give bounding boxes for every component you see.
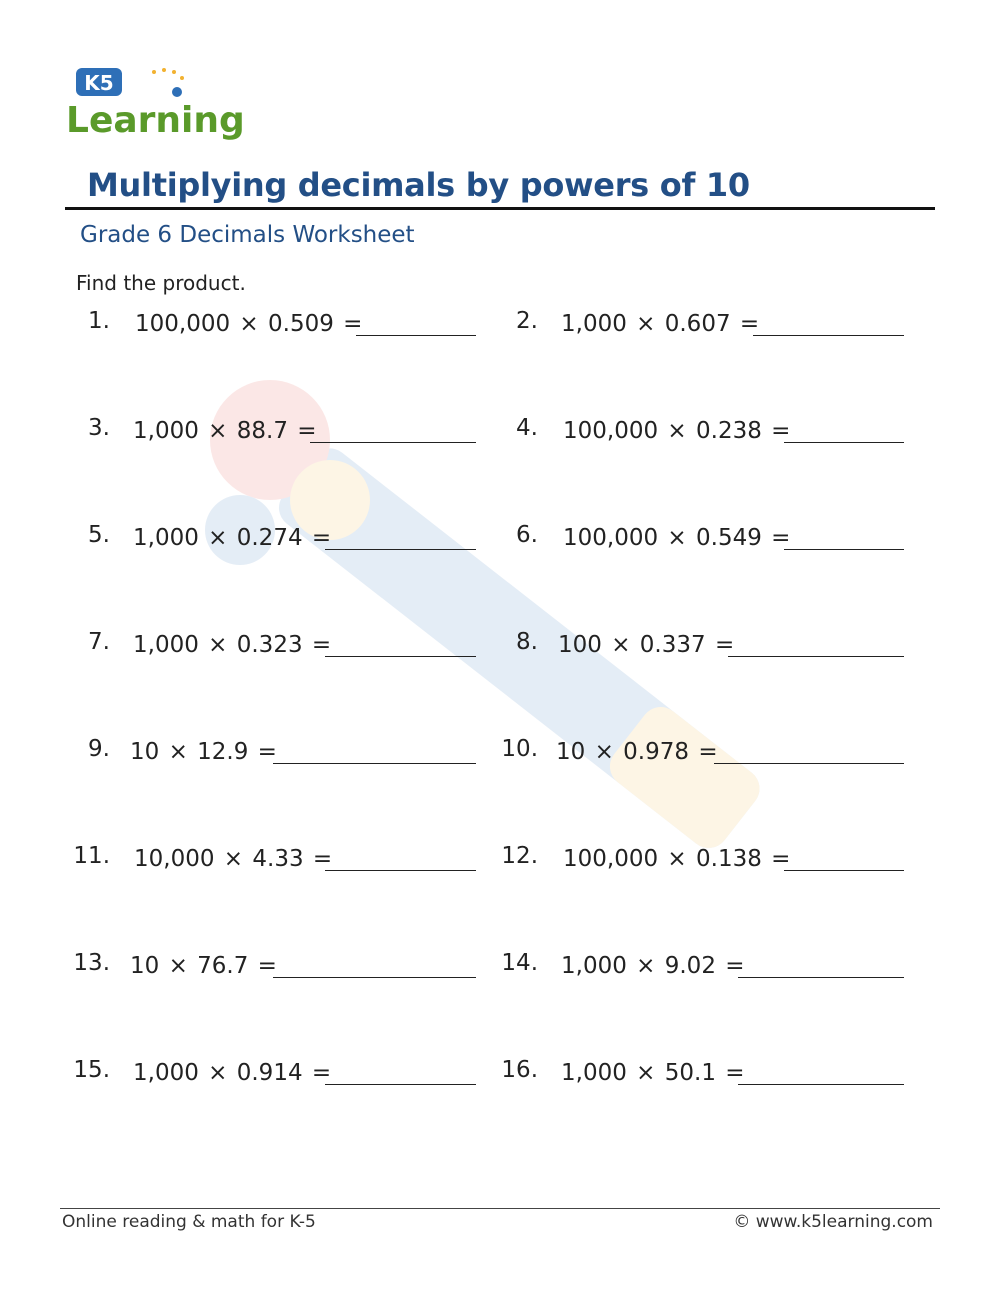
answer-line[interactable] <box>784 870 904 871</box>
worksheet-subtitle: Grade 6 Decimals Worksheet <box>80 222 415 248</box>
answer-line[interactable] <box>325 870 476 871</box>
problem-3 <box>70 415 490 455</box>
answer-line[interactable] <box>753 335 904 336</box>
problem-number: 7. <box>88 629 110 655</box>
problem-number: 13. <box>73 950 110 976</box>
answer-line[interactable] <box>325 549 476 550</box>
worksheet-title: Multiplying decimals by powers of 10 <box>87 166 750 204</box>
problem-expression: 100 × 0.337 = <box>558 632 735 658</box>
problem-10 <box>498 736 918 776</box>
problem-expression: 1,000 × 0.323 = <box>133 632 332 658</box>
problem-6 <box>498 522 918 562</box>
problem-number: 3. <box>88 415 110 441</box>
problem-5 <box>70 522 490 562</box>
answer-line[interactable] <box>714 763 904 764</box>
problem-8 <box>498 629 918 669</box>
logo-word: Learning <box>66 100 244 141</box>
problem-number: 14. <box>501 950 538 976</box>
problem-expression: 1,000 × 0.914 = <box>133 1060 332 1086</box>
problem-expression: 1,000 × 0.274 = <box>133 525 332 551</box>
title-divider <box>65 207 935 210</box>
problem-number: 10. <box>501 736 538 762</box>
problem-12 <box>498 843 918 883</box>
answer-line[interactable] <box>356 335 476 336</box>
problem-14 <box>498 950 918 990</box>
problem-11 <box>70 843 490 883</box>
problem-number: 4. <box>516 415 538 441</box>
problem-expression: 100,000 × 0.238 = <box>563 418 791 444</box>
k5-learning-logo <box>64 62 244 142</box>
answer-line[interactable] <box>728 656 904 657</box>
footer-copyright-link[interactable]: © www.k5learning.com <box>733 1212 933 1232</box>
footer-divider <box>60 1208 940 1209</box>
footer-tagline: Online reading & math for K-5 <box>62 1212 316 1232</box>
problem-number: 6. <box>516 522 538 548</box>
problem-number: 1. <box>88 308 110 334</box>
problem-16 <box>498 1057 918 1097</box>
problem-number: 16. <box>501 1057 538 1083</box>
answer-line[interactable] <box>325 1084 476 1085</box>
answer-line[interactable] <box>738 1084 904 1085</box>
answer-line[interactable] <box>738 977 904 978</box>
answer-line[interactable] <box>784 442 904 443</box>
problem-number: 9. <box>88 736 110 762</box>
problem-number: 8. <box>516 629 538 655</box>
problem-expression: 1,000 × 9.02 = <box>561 953 745 979</box>
problem-expression: 1,000 × 50.1 = <box>561 1060 745 1086</box>
answer-line[interactable] <box>273 977 476 978</box>
problem-expression: 100,000 × 0.549 = <box>563 525 791 551</box>
problem-number: 15. <box>73 1057 110 1083</box>
problem-2 <box>498 308 918 348</box>
problem-expression: 100,000 × 0.509 = <box>135 311 363 337</box>
problem-expression: 100,000 × 0.138 = <box>563 846 791 872</box>
logo-figure-head <box>172 87 182 97</box>
problem-1 <box>70 308 490 348</box>
answer-line[interactable] <box>784 549 904 550</box>
instructions: Find the product. <box>76 271 246 295</box>
problem-expression: 10 × 76.7 = <box>130 953 277 979</box>
problem-9 <box>70 736 490 776</box>
answer-line[interactable] <box>310 442 476 443</box>
problem-expression: 10 × 12.9 = <box>130 739 277 765</box>
problem-expression: 10 × 0.978 = <box>556 739 718 765</box>
answer-line[interactable] <box>273 763 476 764</box>
problem-4 <box>498 415 918 455</box>
problem-expression: 1,000 × 0.607 = <box>561 311 760 337</box>
problem-expression: 10,000 × 4.33 = <box>134 846 333 872</box>
problem-number: 11. <box>73 843 110 869</box>
problem-number: 12. <box>501 843 538 869</box>
problem-15 <box>70 1057 490 1097</box>
logo-badge-text: K5 <box>84 71 114 95</box>
logo-graphic <box>64 62 244 142</box>
answer-line[interactable] <box>325 656 476 657</box>
problem-7 <box>70 629 490 669</box>
problem-number: 2. <box>516 308 538 334</box>
problem-13 <box>70 950 490 990</box>
problem-expression: 1,000 × 88.7 = <box>133 418 317 444</box>
problem-number: 5. <box>88 522 110 548</box>
